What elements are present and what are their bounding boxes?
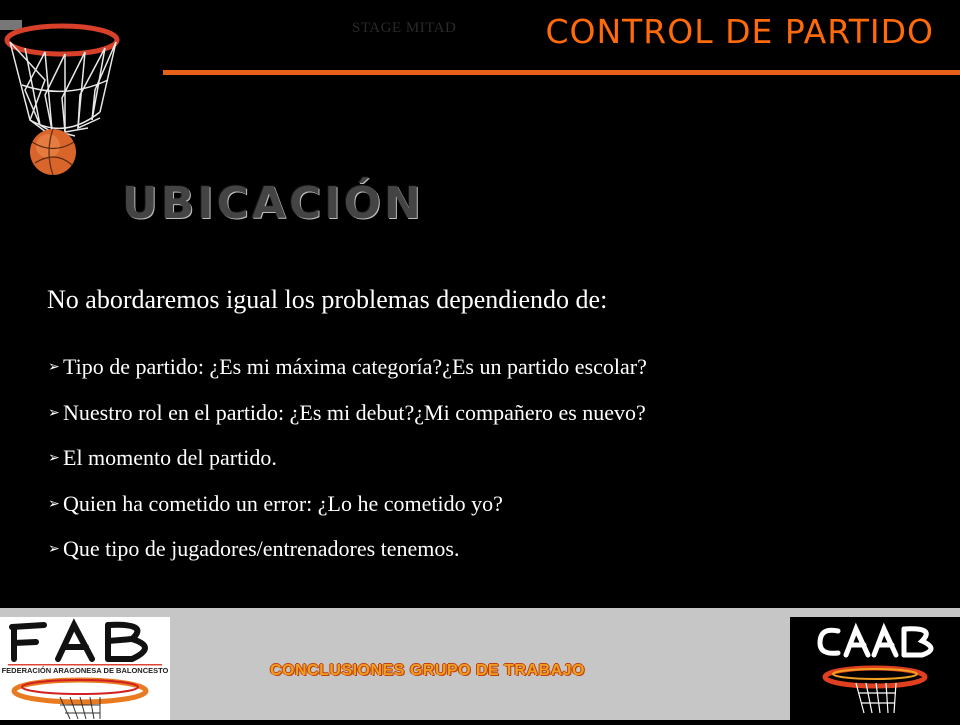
header-divider <box>163 70 960 75</box>
arrow-bullet-icon: ➢ <box>48 451 60 466</box>
basketball-icon <box>30 129 76 175</box>
bullet-text: Nuestro rol en el partido: ¿Es mi debut?¿Mi compañero es nuevo? <box>63 399 646 425</box>
list-item <box>48 354 647 400</box>
header-title: CONTROL DE PARTIDO <box>545 12 934 51</box>
stage-label: STAGE MITAD <box>352 20 457 36</box>
caab-logo-icon <box>790 617 960 720</box>
main-heading: UBICACIÓN <box>122 178 424 229</box>
fab-logo-icon <box>0 617 170 720</box>
bullet-text: Que tipo de jugadores/entrenadores tenemos. <box>63 536 460 561</box>
bullet-text: Quien ha cometido un error: ¿Lo he cometido yo? <box>63 490 503 516</box>
bullet-text: El momento del partido. <box>63 445 277 470</box>
arrow-bullet-icon: ➢ <box>48 360 60 375</box>
caab-logo <box>790 617 960 720</box>
bullet-text: Tipo de partido: ¿Es mi máxima categoría?¿Es un partido escolar? <box>63 354 647 379</box>
intro-text: No abordaremos igual los problemas dependiendo de: <box>47 285 608 314</box>
bullet-list <box>48 354 647 582</box>
svg-text:FEDERACIÓN ARAGONESA DE BALONC: FEDERACIÓN ARAGONESA DE BALONCESTO <box>1 666 169 675</box>
list-item <box>48 491 647 537</box>
arrow-bullet-icon: ➢ <box>48 496 60 512</box>
footer-text: CONCLUSIONES GRUPO DE TRABAJO <box>270 662 585 679</box>
list-item <box>48 400 647 446</box>
basketball-hoop-icon <box>0 0 160 190</box>
arrow-bullet-icon: ➢ <box>48 405 60 421</box>
fab-logo <box>0 617 170 720</box>
arrow-bullet-icon: ➢ <box>48 542 60 557</box>
list-item <box>48 445 647 491</box>
list-item <box>48 536 647 582</box>
